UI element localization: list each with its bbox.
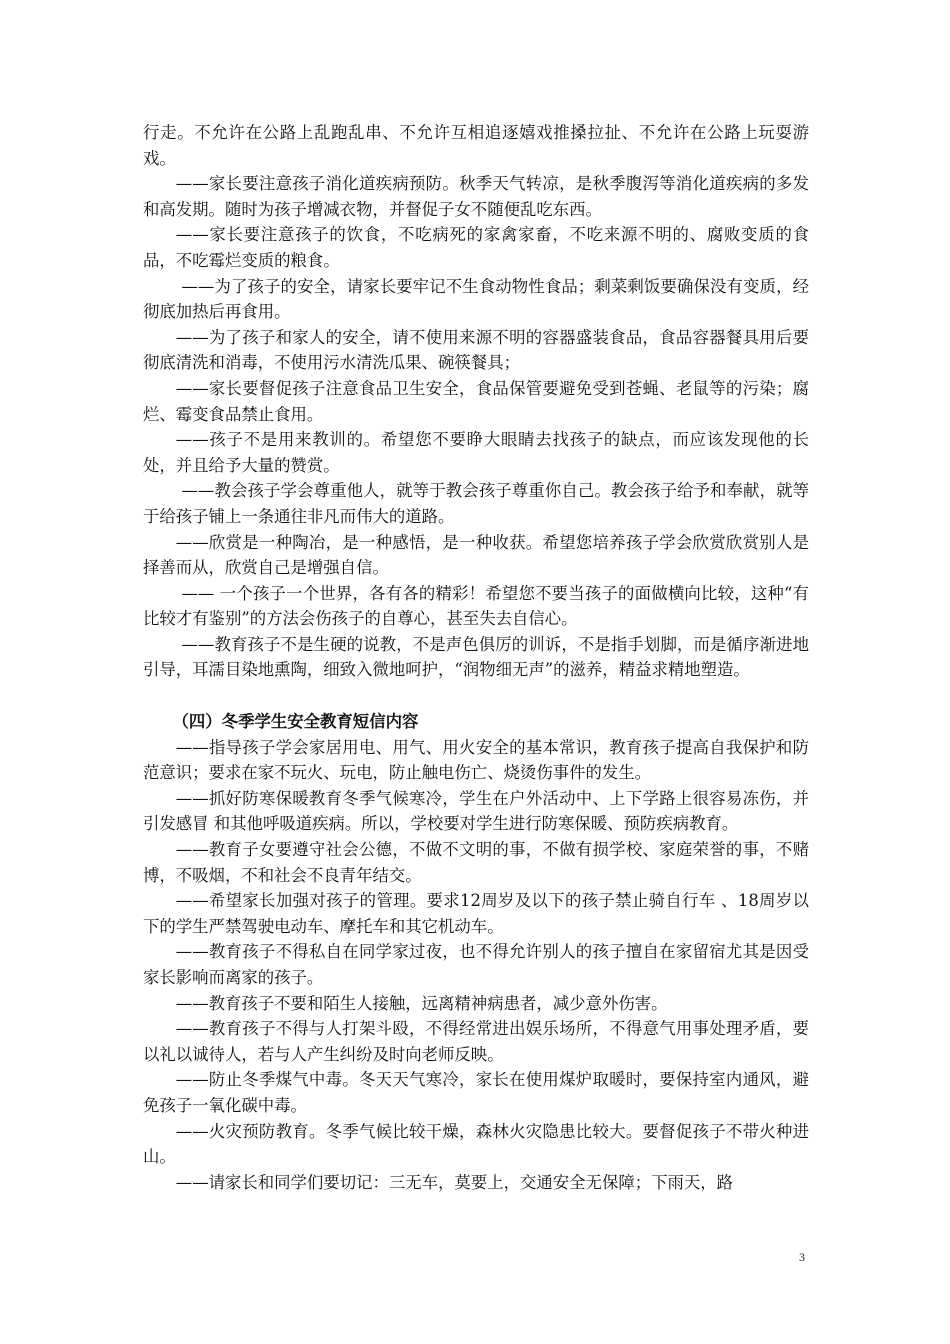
paragraph-raw-food: ——为了孩子的安全，请家长要牢记不生食动物性食品；剩菜剩饭要确保没有变质，经彻底加热后再食用。 [143,276,809,322]
paragraph-fire-prevention: ——火灾预防教育。冬季气候比较干燥，森林火灾隐患比较大。要督促孩子不带火种进山。 [143,1121,809,1167]
paragraph-overnight: ——教育孩子不得私自在同学家过夜，也不得允许别人的孩子擅自在家留宿尤其是因受家长影响而离家的孩子。 [143,942,809,987]
paragraph-containers: ——为了孩子和家人的安全，请不使用来源不明的容器盛装食品，食品容器餐具用后要彻底清洗和消毒，不使用污水清洗瓜果、碗筷餐具； [143,327,809,373]
paragraph-cold-protection: ——抓好防寒保暖教育冬季气候寒冷，学生在户外活动中、上下学路上很容易冻伤，并引发感冒 和其他呼吸道疾病。所以，学校要对学生进行防寒保暖、预防疾病教育。 [143,788,809,834]
paragraph-gas-poisoning: ——防止冬季煤气中毒。冬天天气寒冷，家长在使用煤炉取暖时，要保持室内通风，避免孩子一氧化碳中毒。 [143,1070,809,1115]
paragraph-strangers: ——教育孩子不要和陌生人接触，远离精神病患者，减少意外伤害。 [175,993,668,1013]
paragraph-fighting: ——教育孩子不得与人打架斗殴，不得经常进出娱乐场所，不得意气用事处理矛盾，要以礼以诚待人，若与人产生纠纷及时向老师反映。 [143,1019,809,1064]
section-heading: （四）冬季学生安全教育短信内容 [172,712,419,732]
paragraph-education-method: ——教育孩子不是生硬的说教，不是声色俱厉的训诉，不是指手划脚，而是循序渐进地引导，耳濡目染地熏陶，细致入微地呵护，“润物细无声”的滋养，精益求精地塑造。 [143,634,809,680]
paragraph-comparison: —— 一个孩子一个世界，各有各的精彩！希望您不要当孩子的面做横向比较，这种“有比较才有鉴别”的方法会伤孩子的自尊心，甚至失去自信心。 [143,583,809,629]
paragraph-food-hygiene: ——家长要督促孩子注意食品卫生安全，食品保管要避免受到苍蝇、老鼠等的污染；腐烂、霉变食品禁止食用。 [143,378,809,424]
paragraph-continuation: 行走。不允许在公路上乱跑乱串、不允许互相追逐嬉戏推搡拉扯、不允许在公路上玩耍游戏。 [143,123,809,168]
paragraph-praise: ——孩子不是用来教训的。希望您不要睁大眼睛去找孩子的缺点，而应该发现他的长处，并且给予大量的赞赏。 [143,430,809,475]
paragraph-public-morality: ——教育子女要遵守社会公德，不做不文明的事，不做有损学校、家庭荣誉的事，不赌博，不吸烟，不和社会不良青年结交。 [143,840,809,885]
paragraph-digestive-disease: ——家长要注意孩子消化道疾病预防。秋季天气转凉，是秋季腹泻等消化道疾病的多发和高发期。随时为孩子增减衣物，并督促子女不随便乱吃东西。 [143,174,809,219]
paragraph-appreciation: ——欣赏是一种陶冶，是一种感悟，是一种收获。希望您培养孩子学会欣赏欣赏别人是择善而从，欣赏自己是增强自信。 [143,532,809,578]
paragraph-vehicle-rules: ——希望家长加强对孩子的管理。要求12周岁及以下的孩子禁止骑自行车 、18周岁以下的学生严禁驾驶电动车、摩托车和其它机动车。 [143,891,809,936]
document-body [143,120,809,1195]
paragraph-respect: ——教会孩子学会尊重他人，就等于教会孩子尊重你自己。教会孩子给予和奉献，就等于给孩子铺上一条通往非凡而伟大的道路。 [143,481,809,526]
page-number: 3 [799,1250,805,1264]
paragraph-home-safety: ——指导孩子学会家居用电、用气、用火安全的基本常识，教育孩子提高自我保护和防范意识；要求在家不玩火、玩电，防止触电伤亡、烧烫伤事件的发生。 [143,737,809,783]
paragraph-diet: ——家长要注意孩子的饮食，不吃病死的家禽家畜，不吃来源不明的、腐败变质的食品，不吃霉烂变质的粮食。 [143,225,809,270]
paragraph-traffic-safety: ——请家长和同学们要切记：三无车，莫要上，交通安全无保障；下雨天，路 [175,1172,734,1192]
